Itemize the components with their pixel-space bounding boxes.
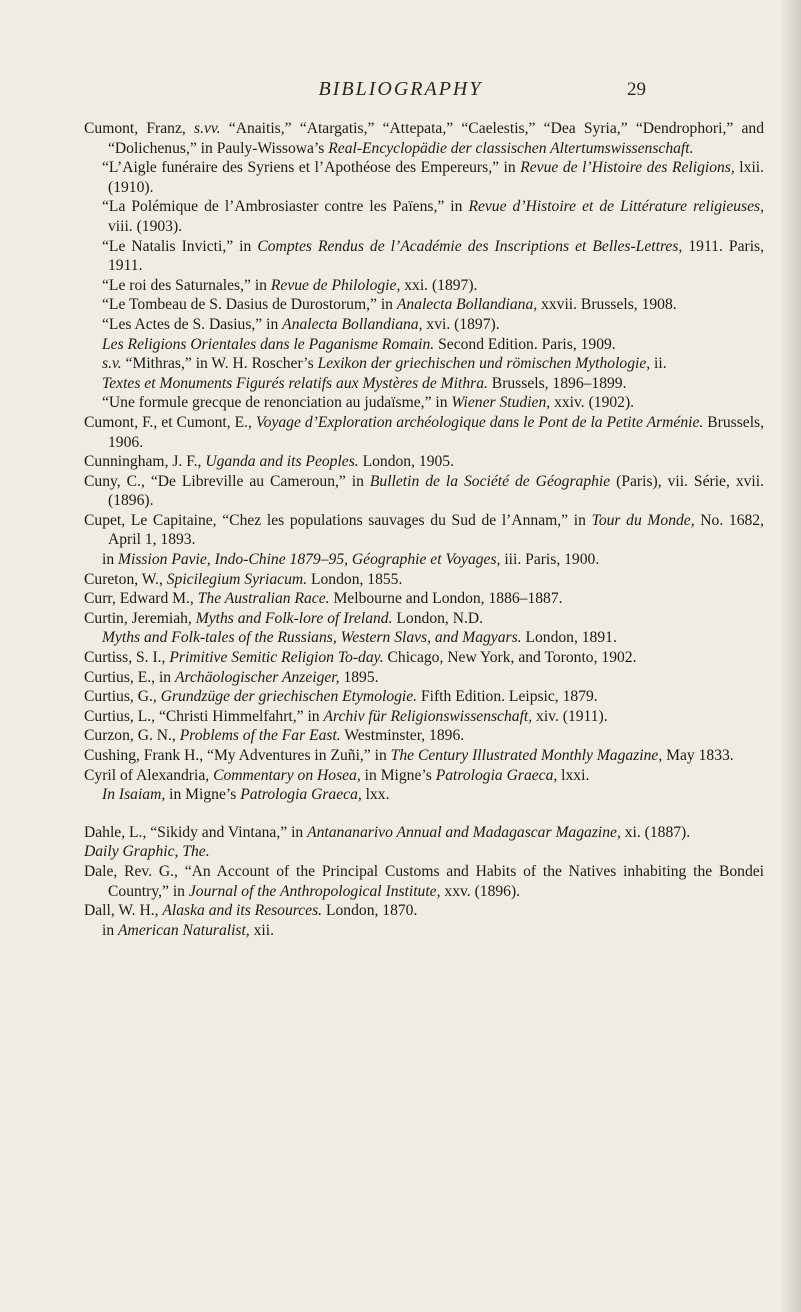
entry-title: s.vv. xyxy=(194,120,221,137)
entry-text: in xyxy=(102,921,119,939)
bibliography-entry xyxy=(84,785,764,805)
bibliography-entry xyxy=(84,668,764,688)
entry-text: May 1833. xyxy=(662,747,734,764)
entry-text: Curtius, G., xyxy=(84,688,161,706)
entry-text: lxii. (1910). xyxy=(108,159,765,196)
entry-title: Comptes Rendus de l’Académie des Inscriptions et Belles-Lettres, xyxy=(257,237,683,255)
entry-text: Dale, Rev. G., “An Account of the Principal Customs and Habits of the Natives inhabiting the Bondei Country,” in xyxy=(84,862,764,900)
entry-text: Dahle, L., “Sikidy and Vintana,” in xyxy=(84,823,308,841)
bibliography-entry xyxy=(84,315,764,335)
bibliography-entry xyxy=(84,295,764,315)
entry-title: The Century Illustrated Monthly Magazine, xyxy=(390,747,663,764)
entry-title: Archiv für Religionswissenschaft, xyxy=(323,707,533,725)
entry-title: Voyage d’Exploration archéologique dans le Pont de la Petite Arménie. xyxy=(255,413,704,431)
entry-text: “Le Tombeau de S. Dasius de Durostorum,” in xyxy=(102,296,397,314)
entry-text: “La Polémique de l’Ambrosiaster contre les Païens,” in xyxy=(102,198,469,216)
bibliography-entry xyxy=(84,921,764,941)
entry-title: Myths and Folk-lore of Ireland. xyxy=(195,609,393,627)
entry-title: Revue de Philologie, xyxy=(270,276,401,294)
entry-text: xii. xyxy=(249,921,274,939)
entry-text: London, 1870. xyxy=(322,902,418,920)
entry-text: London, 1891. xyxy=(521,629,617,647)
bibliography-entry xyxy=(84,197,764,236)
entry-text: “Mithras,” in W. H. Roscher’s xyxy=(121,355,318,373)
entry-title: Archäologischer Anzeiger, xyxy=(174,668,340,686)
entry-text: London, 1905. xyxy=(358,453,454,471)
entry-title: Commentary on Hosea, xyxy=(213,766,361,784)
entry-text: “Les Actes de S. Dasius,” in xyxy=(102,315,283,333)
entry-text: 1911. Paris, 1911. xyxy=(108,237,765,275)
entry-text: xvi. (1897). xyxy=(422,315,500,333)
bibliography-entry xyxy=(84,472,764,511)
bibliography-entry xyxy=(84,550,764,570)
entry-title: Daily Graphic, The. xyxy=(84,843,210,861)
entry-title: Alaska and its Resources. xyxy=(162,902,323,920)
bibliography-entry xyxy=(84,726,764,746)
entry-text: Cureton, W., xyxy=(84,570,167,588)
entry-text: Curzon, G. N., xyxy=(84,727,180,745)
entry-text: Curtiss, S. I., xyxy=(84,649,170,667)
bibliography-entry xyxy=(84,276,764,296)
bibliography-entry xyxy=(84,766,764,786)
entry-text: London, N.D. xyxy=(392,609,484,627)
bibliography-entry xyxy=(84,862,764,901)
bibliography-entry xyxy=(84,452,764,472)
bibliography-entry xyxy=(84,374,764,394)
entry-text: Curtius, L., “Christi Himmelfahrt,” in xyxy=(84,707,324,725)
entry-text: Curtin, Jeremiah, xyxy=(84,609,196,627)
entry-text: “Le Natalis Invicti,” in xyxy=(102,237,258,255)
bibliography-entry xyxy=(84,687,764,707)
entry-title: Revue de l’Histoire des Religions, xyxy=(520,159,735,177)
entry-text: London, 1855. xyxy=(307,570,403,588)
entry-title: Real-Encyclopädie der classischen Altertumswissenschaft. xyxy=(328,139,694,157)
entry-text: Brussels, 1906. xyxy=(108,413,764,451)
bibliography-entry xyxy=(84,158,764,197)
entry-text: (Paris), vii. Série, xvii. (1896). xyxy=(108,472,764,510)
entry-text: “Une formule grecque de renonciation au judaïsme,” in xyxy=(102,394,452,412)
entry-title: s.v. xyxy=(102,355,122,373)
entry-text: No. 1682, April 1, 1893. xyxy=(108,511,765,549)
running-head: BIBLIOGRAPHY xyxy=(318,78,483,100)
entry-text: Chicago, New York, and Toronto, 1902. xyxy=(383,649,637,667)
bibliography-entry xyxy=(84,842,764,862)
entry-title: Primitive Semitic Religion To-day. xyxy=(169,649,384,667)
entry-title: Patrologia Graeca, xyxy=(435,766,558,784)
entry-text: Cushing, Frank H., “My Adventures in Zuñi,” in xyxy=(84,747,391,764)
entry-title: Lexikon der griechischen und römischen Mythologie, xyxy=(317,355,651,373)
entry-text: in xyxy=(102,551,119,569)
entry-text: Brussels, 1896–1899. xyxy=(487,374,627,392)
bibliography-entry xyxy=(84,707,764,727)
entry-title: Wiener Studien, xyxy=(451,394,551,412)
entry-text: Cyril of Alexandria, xyxy=(84,766,214,784)
entry-title: Mission Pavie, Indo-Chine 1879–95, Géographie et Voyages, xyxy=(118,551,501,569)
entry-text: xiv. (1911). xyxy=(532,707,608,725)
entry-text: lxxi. xyxy=(557,766,590,784)
entry-title: Problems of the Far East. xyxy=(179,727,341,745)
bibliography-entry xyxy=(84,413,764,452)
entry-text: viii. (1903). xyxy=(108,217,183,235)
bibliography-entry xyxy=(84,119,764,158)
entry-title: Analecta Bollandiana, xyxy=(282,315,423,333)
entry-text: Melbourne and London, 1886–1887. xyxy=(329,590,563,608)
entry-gap xyxy=(84,805,764,823)
entry-title: Spicilegium Syriacum. xyxy=(166,570,308,588)
entry-text: xxvii. Brussels, 1908. xyxy=(537,296,677,314)
entry-text: “L’Aigle funéraire des Syriens et l’Apothéose des Empereurs,” in xyxy=(102,159,521,177)
entry-text: Dall, W. H., xyxy=(84,902,163,920)
bibliography-entry xyxy=(84,511,764,550)
bibliography-entry xyxy=(84,901,764,921)
entry-title: Uganda and its Peoples. xyxy=(205,453,359,471)
bibliography-list xyxy=(84,119,764,940)
bibliography-entry xyxy=(84,570,764,590)
entry-text: in Migne’s xyxy=(165,786,241,804)
entry-text: Curtius, E., in xyxy=(84,668,175,686)
entry-title: Revue d’Histoire et de Littérature religieuses, xyxy=(468,198,764,216)
entry-title: Textes et Monuments Figurés relatifs aux Mystères de Mithra. xyxy=(102,374,488,392)
entry-title: Antananarivo Annual and Madagascar Magazine, xyxy=(307,823,621,841)
bibliography-entry xyxy=(84,589,764,609)
entry-title: In Isaiam, xyxy=(102,786,166,804)
entry-text: xi. (1887). xyxy=(620,823,691,841)
entry-text: ii. xyxy=(650,355,667,373)
bibliography-entry xyxy=(84,393,764,413)
bibliography-entry xyxy=(84,354,764,374)
entry-title: Myths and Folk-tales of the Russians, Western Slavs, and Magyars. xyxy=(102,629,522,647)
page-edge-shadow xyxy=(779,0,801,1312)
entry-text: Fifth Edition. Leipsic, 1879. xyxy=(417,688,598,706)
entry-title: Les Religions Orientales dans le Paganisme Romain. xyxy=(102,335,435,353)
entry-text: 1895. xyxy=(339,668,379,686)
entry-title: Patrologia Graeca, xyxy=(240,786,362,804)
entry-title: Analecta Bollandiana, xyxy=(396,296,538,314)
entry-text: in Migne’s xyxy=(360,766,436,784)
entry-text: “Le roi des Saturnales,” in xyxy=(102,276,271,294)
page-number: 29 xyxy=(627,79,646,100)
entry-text: “Anaitis,” “Atargatis,” “Attepata,” “Caelestis,” “Dea Syria,” “Dendrophori,” and “Dolichenus,” in Pauly-Wissowa’s xyxy=(108,120,764,157)
bibliography-entry xyxy=(84,746,764,766)
entry-text: Cupet, Le Capitaine, “Chez les populations sauvages du Sud de l’Annam,” in xyxy=(84,511,592,529)
bibliography-entry xyxy=(84,628,764,648)
entry-title: Tour du Monde, xyxy=(591,511,695,529)
bibliography-entry xyxy=(84,823,764,843)
entry-text: xxv. (1896). xyxy=(440,882,521,900)
entry-text: Cuny, C., “De Libreville au Cameroun,” in xyxy=(84,472,370,490)
entry-text: Westminster, 1896. xyxy=(340,727,465,745)
entry-title: Journal of the Anthropological Institute, xyxy=(188,882,441,900)
entry-title: Bulletin de la Société de Géographie xyxy=(369,472,611,490)
entry-title: Grundzüge der griechischen Etymologie. xyxy=(160,688,418,706)
entry-text: Cunningham, J. F., xyxy=(84,453,206,471)
bibliography-entry xyxy=(84,237,764,276)
entry-text: xxi. (1897). xyxy=(400,276,478,294)
entry-text: xxiv. (1902). xyxy=(550,394,635,412)
entry-text: Cumont, F., et Cumont, E., xyxy=(84,413,256,431)
entry-text: lxx. xyxy=(361,786,390,804)
entry-text: Second Edition. Paris, 1909. xyxy=(434,335,616,353)
entry-text: Cumont, Franz, xyxy=(84,120,194,137)
entry-text: Curr, Edward M., xyxy=(84,590,198,608)
entry-title: The Australian Race. xyxy=(197,590,330,608)
entry-text: iii. Paris, 1900. xyxy=(500,551,600,569)
bibliography-entry xyxy=(84,648,764,668)
bibliography-entry xyxy=(84,335,764,355)
entry-title: American Naturalist, xyxy=(118,921,250,939)
bibliography-entry xyxy=(84,609,764,629)
